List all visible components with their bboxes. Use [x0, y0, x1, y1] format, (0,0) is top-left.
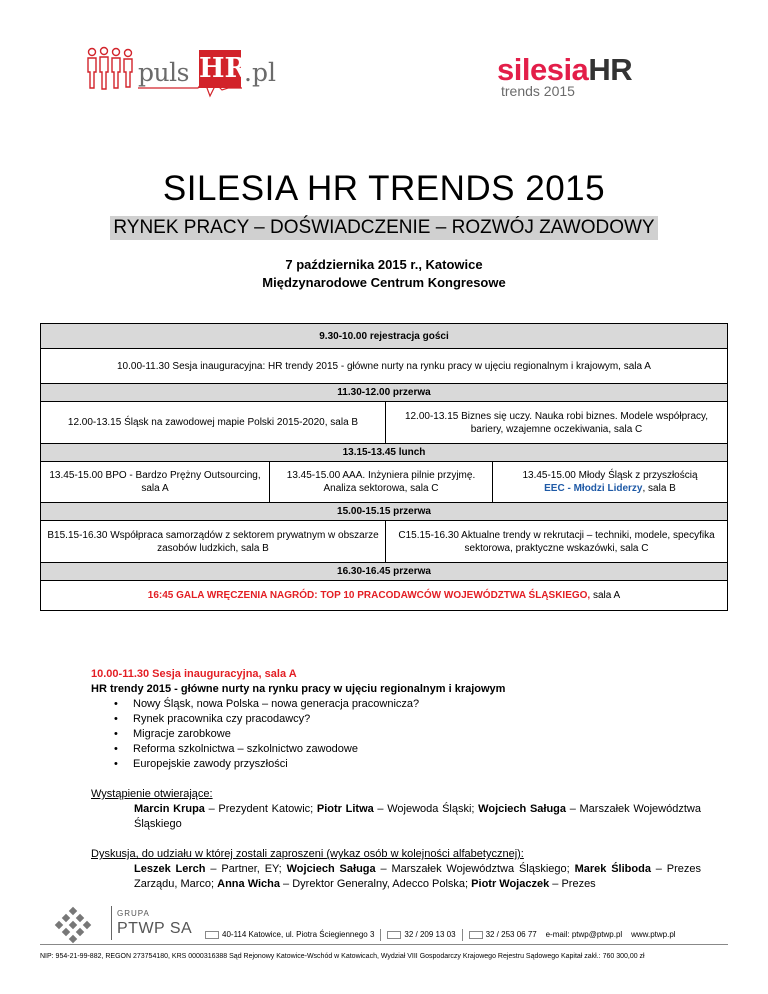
footer-fax: 32 / 253 06 77 [485, 930, 537, 940]
list-item: • Nowy Śląsk, nowa Polska – nowa generacja pracownicza? [114, 697, 701, 712]
session-text: 13.45-15.00 AAA. Inżyniera pilnie przyjmę. Analiza sektorowa, sala C [286, 470, 476, 494]
topic-list [114, 697, 701, 772]
schedule-cell [41, 462, 270, 502]
speaker-role: – Marszałek Województwa Śląskiego [134, 803, 701, 830]
opening-label: Wystąpienie otwierające: [91, 788, 213, 800]
phone-icon [387, 931, 401, 939]
session-text-post: , sala B [642, 483, 676, 494]
schedule-cell [41, 402, 386, 443]
panelist-role: – Marszałek Województwa Śląskiego; [375, 863, 575, 875]
logo-puls-text: puls [138, 58, 189, 87]
panelist-role: – Dyrektor Generalny, Adecco Polska; [280, 878, 472, 890]
section-heading: 10.00-11.30 Sesja inauguracyjna, sala A [91, 668, 297, 680]
session-text [522, 469, 697, 495]
gala-line [148, 589, 620, 602]
envelope-icon [205, 931, 219, 939]
schedule-registration: 9.30-10.00 rejestracja gości [319, 330, 449, 342]
discussion-label: Dyskusja, do udziału w której zostali zaproszeni (wykaz osób w kolejności alfabetycznej): [91, 848, 524, 860]
speaker-name: Piotr Litwa [316, 803, 374, 815]
schedule-row [41, 581, 727, 610]
session-text: 12.00-13.15 Biznes się uczy. Nauka robi biznes. Modele współpracy, bariery, wzajemne oczekiwania, sala C [404, 410, 709, 435]
panelist-name: Piotr Wojaczek [471, 878, 550, 890]
panelist-role: – Partner, EY; [205, 863, 287, 875]
silesia-word: silesia [497, 52, 589, 87]
list-item: • Europejskie zawody przyszłości [114, 757, 701, 772]
logo-pl-text: .pl [244, 58, 276, 87]
panelist-name: Marek Śliboda [574, 863, 651, 875]
session-text: 12.00-13.15 Śląsk na zawodowej mapie Polski 2015-2020, sala B [67, 417, 359, 428]
schedule-break-3: 16.30-16.45 przerwa [337, 566, 431, 577]
session-description [91, 667, 701, 892]
schedule-inaugural: 10.00-11.30 Sesja inauguracyjna: HR trendy 2015 - główne nurty na rynku pracy w ujęciu regionalnym i krajowym, sala A [117, 360, 651, 372]
panelist-role: – Prezes Zarządu, Marco; [134, 863, 702, 890]
list-item: • Reforma szkolnictwa – szkolnictwo zawodowe [114, 742, 701, 757]
schedule-cell [386, 521, 727, 562]
event-date: 7 października 2015 r., Katowice [285, 257, 483, 272]
ptwp-grid-logo-icon [50, 906, 110, 946]
gala-room: sala A [590, 590, 621, 601]
silesia-hr-word: HR [588, 52, 633, 87]
opening-speakers [91, 802, 701, 832]
subtitle-wrap [0, 216, 768, 240]
list-item: • Rynek pracownika czy pracodawcy? [114, 712, 701, 727]
panelist-name: Leszek Lerch [134, 863, 206, 875]
fax-icon [469, 931, 483, 939]
schedule-break-1: 11.30-12.00 przerwa [337, 387, 431, 398]
pulse-line-icon [86, 74, 312, 100]
footer-rule [40, 944, 728, 945]
schedule-cell [270, 462, 493, 502]
event-venue: Międzynarodowe Centrum Kongresowe [262, 275, 506, 290]
footer-email[interactable]: e-mail: ptwp@ptwp.pl [545, 930, 623, 940]
schedule-row [41, 402, 727, 444]
pulshr-logo [86, 44, 312, 100]
schedule-row [41, 349, 727, 384]
schedule-cell [41, 521, 386, 562]
schedule-lunch: 13.15-13.45 lunch [342, 447, 426, 458]
session-text: B15.15-16.30 Współpraca samorządów z sektorem prywatnym w obszarze zasobów ludzkich, sala B [47, 529, 379, 554]
footer-registry: NIP: 954-21-99-882, REGON 273754180, KRS 0000316388 Sąd Rejonowy Katowice-Wschód w Katowicach, Wydział VIII Gospodarczy Krajowego Rejestru Sądowego Kapitał zakł.: 760 300,00 zł [40, 953, 645, 960]
speaker-role: – Wojewoda Śląski; [373, 803, 479, 815]
schedule-row [41, 462, 727, 503]
discussion-panelists [91, 862, 701, 892]
schedule-row [41, 444, 727, 462]
schedule-row [41, 521, 727, 563]
footer-divider [111, 906, 112, 940]
page-subtitle: RYNEK PRACY – DOŚWIADCZENIE – ROZWÓJ ZAWODOWY [110, 216, 657, 240]
panelist-name: Anna Wicha [217, 878, 280, 890]
schedule-table [40, 323, 728, 611]
session-text: C15.15-16.30 Aktualne trendy w rekrutacji – techniki, modele, specyfika sektorowa, praktyczne wskazówki, sala C [398, 529, 715, 554]
schedule-break-2: 15.00-15.15 przerwa [337, 506, 431, 517]
gala-highlight: 16:45 GALA WRĘCZENIA NAGRÓD: TOP 10 PRACODAWCÓW WOJEWÓDZTWA ŚLĄSKIEGO, [147, 590, 591, 601]
speaker-role: – Prezydent Katowic; [204, 803, 317, 815]
speaker-name: Marcin Krupa [134, 803, 205, 815]
schedule-row [41, 503, 727, 521]
schedule-cell [493, 462, 727, 502]
schedule-row [41, 563, 727, 581]
logo-hr-box: HR [199, 50, 241, 88]
speaker-name: Wojciech Saługa [478, 803, 567, 815]
separator [462, 929, 463, 941]
panelist-name: Wojciech Saługa [286, 863, 376, 875]
schedule-row [41, 384, 727, 402]
footer-contact [205, 929, 676, 941]
schedule-row [41, 324, 727, 349]
page-title: SILESIA HR TRENDS 2015 [162, 169, 606, 208]
session-text-pre: 13.45-15.00 Młody Śląsk z przyszłością [522, 470, 698, 481]
session-text: 13.45-15.00 BPO - Bardzo Prężny Outsourcing, sala A [49, 470, 261, 494]
silesia-brand [497, 54, 632, 86]
eec-highlight: EEC - Młodzi Liderzy [544, 483, 643, 494]
section-title: HR trendy 2015 - główne nurty na rynku pracy w ujęciu regionalnym i krajowym [91, 683, 506, 695]
footer-phone: 32 / 209 13 03 [404, 930, 456, 940]
separator [380, 929, 381, 941]
panelist-role: – Prezes [549, 878, 596, 890]
schedule-cell [386, 402, 727, 443]
footer-company: PTWP SA [117, 920, 193, 937]
silesia-sub: trends 2015 [501, 83, 575, 99]
footer-website[interactable]: www.ptwp.pl [631, 930, 676, 940]
list-item: • Migracje zarobkowe [114, 727, 701, 742]
footer-address: 40-114 Katowice, ul. Piotra Ściegiennego 3 [222, 930, 375, 940]
silesia-hr-logo [497, 54, 677, 104]
footer-grupa: GRUPA [117, 909, 150, 918]
